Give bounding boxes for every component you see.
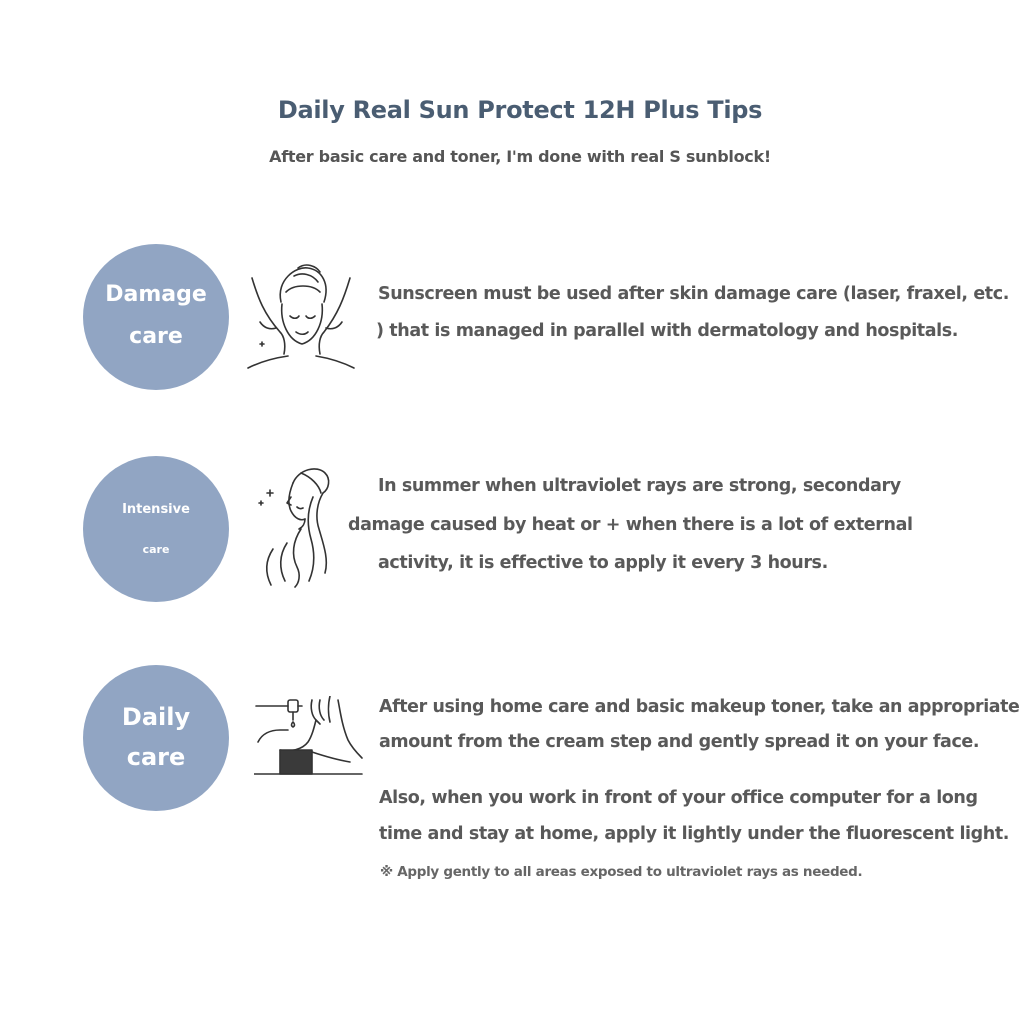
section-text-line: ) that is managed in parallel with dermatology and hospitals. xyxy=(376,321,959,341)
section-text-line: After using home care and basic makeup toner, take an appropriate xyxy=(379,697,1020,717)
section-text-line: amount from the cream step and gently spread it on your face. xyxy=(379,732,980,752)
badge-label-line2: care xyxy=(129,324,183,349)
badge-label-line2: care xyxy=(142,543,170,556)
page-title: Daily Real Sun Protect 12H Plus Tips xyxy=(277,96,763,124)
badge-label-line1: Daily xyxy=(121,703,191,731)
hand-dropper-icon xyxy=(254,696,364,776)
section-text-line: time and stay at home, apply it lightly under the fluorescent light. xyxy=(379,824,1010,844)
page-subtitle: After basic care and toner, I'm done with real S sunblock! xyxy=(269,147,771,166)
intensive-care-badge xyxy=(83,456,229,602)
badge-label-line1: Damage xyxy=(105,282,207,307)
section-text-line: activity, it is effective to apply it every 3 hours. xyxy=(378,553,828,573)
section-text-line: Sunscreen must be used after skin damage care (laser, fraxel, etc. xyxy=(378,284,1009,304)
face-towel-massage-icon xyxy=(246,262,356,374)
section-text-line: damage caused by heat or + when there is a lot of external xyxy=(348,515,913,535)
badge-label-line1: Intensive xyxy=(122,502,190,517)
daily-care-badge xyxy=(83,665,229,811)
section-text-line: In summer when ultraviolet rays are strong, secondary xyxy=(378,476,901,496)
badge-label-line2: care xyxy=(126,743,186,771)
footnote: ※ Apply gently to all areas exposed to ultraviolet rays as needed. xyxy=(380,864,863,880)
section-text-line: Also, when you work in front of your office computer for a long xyxy=(379,788,978,808)
woman-hair-sparkle-icon xyxy=(253,463,353,591)
damage-care-badge xyxy=(83,244,229,390)
